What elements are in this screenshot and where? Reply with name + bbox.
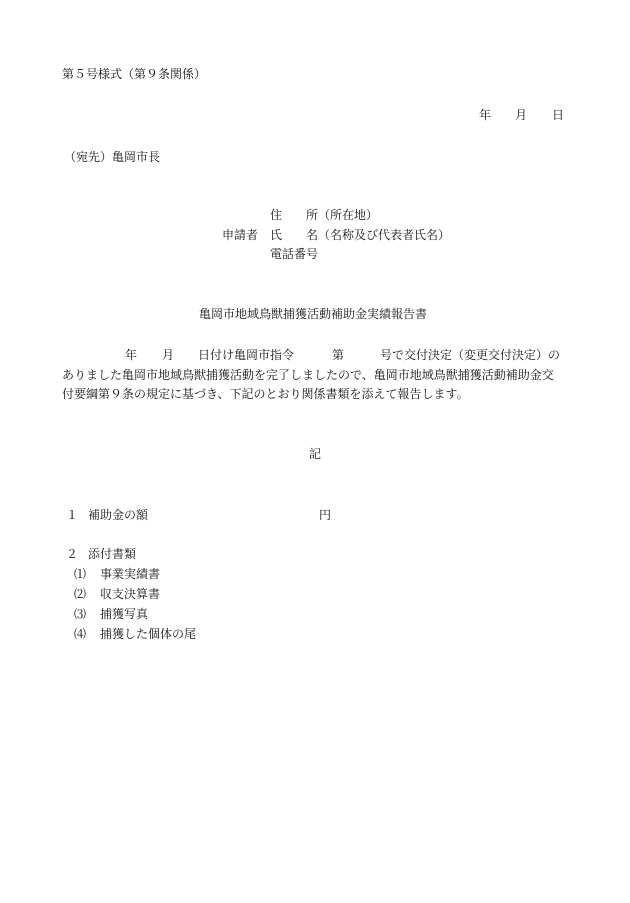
body-directive-text: 日付け亀岡市指令 <box>198 348 295 362</box>
document-title: 亀岡市地域鳥獣捕獲活動補助金実績報告書 <box>199 307 428 321</box>
addressee: （宛先）亀岡市長 <box>64 150 161 164</box>
item1-unit: 円 <box>319 508 332 522</box>
body-line3: 付要綱第９条の規定に基づき、下記のとおり関係書類を添えて報告します。 <box>62 387 469 401</box>
applicant-phone-label: 電話番号 <box>270 247 319 261</box>
applicant-label: 申請者 <box>222 228 259 242</box>
applicant-address-label: 住 所（所在地） <box>270 208 379 222</box>
subitem-text: 捕獲した個体の尾 <box>100 627 197 641</box>
item1-label: 補助金の額 <box>88 508 149 522</box>
item2-number: ２ <box>66 547 79 561</box>
date-month-label: 月 <box>515 108 528 122</box>
subitem-number: ⑶ <box>74 607 87 621</box>
date-year-label: 年 <box>479 108 492 122</box>
subitem-text: 収支決算書 <box>100 587 161 601</box>
subitem-number: ⑵ <box>74 587 87 601</box>
body-line2: ありました亀岡市地域鳥獣捕獲活動を完了しましたので、亀岡市地域鳥獣捕獲活動補助金交 <box>62 368 554 382</box>
body-month-label: 月 <box>162 348 175 362</box>
body-line1-rest: 号で交付決定（変更交付決定）の <box>380 348 561 362</box>
subitem-number: ⑷ <box>74 627 87 641</box>
ki-heading: 記 <box>309 447 322 461</box>
item2-label: 添付書類 <box>88 547 137 561</box>
form-number: 第５号様式（第９条関係） <box>62 67 207 81</box>
subitem-text: 事業実績書 <box>100 567 161 581</box>
subitem-number: ⑴ <box>74 567 87 581</box>
body-dai-label: 第 <box>332 348 345 362</box>
applicant-name-label: 氏 名（名称及び代表者氏名） <box>270 228 451 242</box>
item1-number: １ <box>66 508 79 522</box>
date-day-label: 日 <box>552 108 565 122</box>
subitem-text: 捕獲写真 <box>100 607 149 621</box>
body-year-label: 年 <box>125 348 138 362</box>
